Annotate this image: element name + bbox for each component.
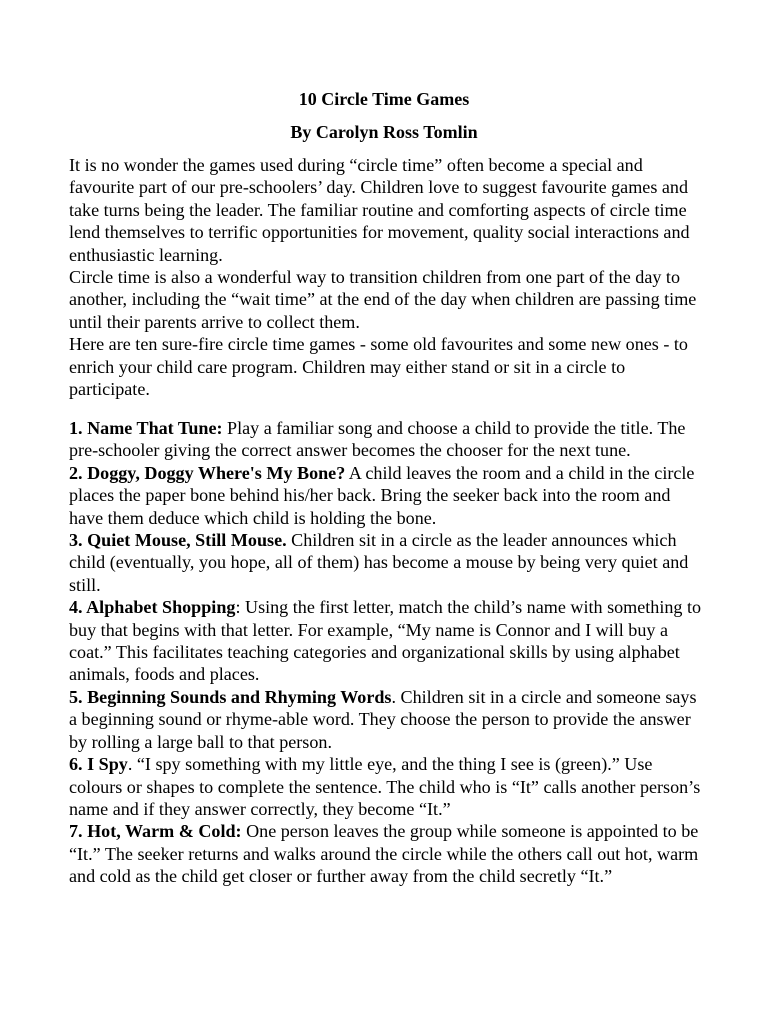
game-item [69,753,709,820]
game-description: A child leaves the room and a child in the circle places the paper bone behind his/her back. Bring the seeker back into the room and have them deduce which child is holding the bone. [69,462,695,528]
document-author: By Carolyn Ross Tomlin [290,122,478,142]
game-description: One person leaves the group while someone is appointed to be “It.” The seeker returns and walks around the circle while the others call out hot, warm and cold as the child get closer or further away from the child secretly “It.” [69,821,699,887]
game-item [69,462,709,529]
game-description: Play a familiar song and choose a child to provide the title. The pre-schooler giving the correct answer becomes the chooser for the next tune. [69,418,686,461]
game-title: 5. Beginning Sounds and Rhyming Words [69,686,392,707]
game-item [69,596,709,686]
intro-paragraph: It is no wonder the games used during “circle time” often become a special and favourite part of our pre-schoolers’ day. Children love to suggest favourite games and take turns being the leader. The familiar routine and comforting aspects of circle time lend themselves to terrific opportunities for movement, quality social interactions and enthusiastic learning. [69,155,690,265]
game-item [69,529,709,596]
intro-paragraph: Circle time is also a wonderful way to transition children from one part of the day to another, including the “wait time” at the end of the day when children are passing time until their parents arrive to collect them. [69,267,697,332]
game-title: 6. I Spy [69,754,128,775]
games-list [69,417,709,888]
game-description: . Children sit in a circle and someone says a beginning sound or rhyme-able word. They choose the person to provide the answer by rolling a large ball to that person. [69,686,697,752]
intro-paragraph: Here are ten sure-fire circle time games - some old favourites and some new ones - to enrich your child care program. Children may either stand or sit in a circle to participate. [69,334,688,400]
game-title: 1. Name That Tune: [69,418,223,438]
game-description: Children sit in a circle as the leader announces which child (eventually, you hope, all of them) has become a mouse by being very quiet and still. [69,530,689,595]
game-title: 2. Doggy, Doggy Where's My Bone? [69,462,346,483]
intro-section [69,154,709,400]
game-item [69,820,709,887]
game-title: 3. Quiet Mouse, Still Mouse. [69,530,287,551]
game-description: : Using the first letter, match the child’s name with something to buy that begins with that letter. For example, “My name is Connor and I will buy a coat.” This facilitates teaching categories and organizational skills by using alphabet animals, foods and places. [69,597,702,685]
game-title: 7. Hot, Warm & Cold: [69,821,242,842]
game-description: . “I spy something with my little eye, and the thing I see is (green).” Use colours or shapes to complete the sentence. The child who is “It” calls another person’s name and if they answer correctly, they become “It.” [69,754,701,819]
game-item [69,417,709,462]
game-item [69,686,709,753]
document-title: 10 Circle Time Games [298,89,470,109]
game-title: 4. Alphabet Shopping [69,597,236,618]
